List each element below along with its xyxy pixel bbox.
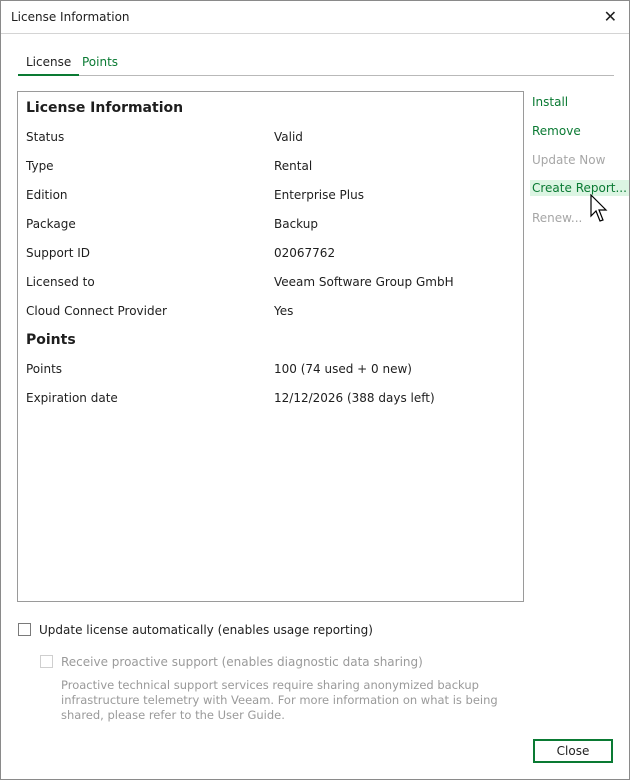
info-label: Support ID — [26, 246, 91, 260]
auto-update-checkbox[interactable] — [18, 623, 31, 636]
tab-points[interactable]: Points — [82, 55, 119, 69]
info-label: Expiration date — [26, 391, 118, 405]
create-report-link[interactable]: Create Report... — [532, 181, 627, 195]
info-label: Cloud Connect Provider — [26, 304, 167, 318]
close-button[interactable]: Close — [533, 739, 613, 763]
info-value: 02067762 — [274, 246, 336, 260]
tab-license[interactable]: License — [18, 55, 79, 76]
section-heading-points: Points — [26, 332, 76, 348]
proactive-support-checkbox[interactable] — [40, 655, 53, 668]
close-icon[interactable]: ✕ — [603, 7, 617, 26]
tab-bar — [18, 53, 614, 76]
auto-update-label[interactable]: Update license automatically (enables usage reporting) — [39, 623, 373, 637]
info-label: Status — [26, 130, 65, 144]
info-value: Enterprise Plus — [274, 188, 364, 202]
renew-link[interactable]: Renew... — [532, 211, 583, 225]
info-label: Type — [26, 159, 54, 173]
section-heading-license: License Information — [26, 100, 184, 116]
info-value: Valid — [274, 130, 303, 144]
license-info-panel — [17, 91, 524, 602]
install-link[interactable] — [532, 94, 568, 110]
mouse-cursor-icon — [590, 194, 612, 224]
info-label: Edition — [26, 188, 68, 202]
info-value: 12/12/2026 (388 days left) — [274, 391, 435, 405]
proactive-description: Proactive technical support services require sharing anonymized backup infrastructure telemetry with Veeam. For more information on what is being shared, please refer to the User Guide. — [61, 678, 498, 722]
info-value: Backup — [274, 217, 318, 231]
info-value: 100 (74 used + 0 new) — [274, 362, 412, 376]
install-label: Install — [532, 95, 569, 109]
info-label: Package — [26, 217, 76, 231]
info-value: Yes — [274, 304, 294, 318]
info-value: Rental — [274, 159, 313, 173]
info-label: Licensed to — [26, 275, 95, 289]
window-title: License Information — [11, 10, 130, 24]
update-now-link[interactable]: Update Now — [532, 153, 606, 167]
proactive-support-label[interactable]: Receive proactive support (enables diagnostic data sharing) — [61, 655, 423, 669]
remove-link[interactable]: Remove — [532, 124, 581, 138]
title-bar — [1, 1, 629, 34]
info-value: Veeam Software Group GmbH — [274, 275, 454, 289]
info-label: Points — [26, 362, 63, 376]
